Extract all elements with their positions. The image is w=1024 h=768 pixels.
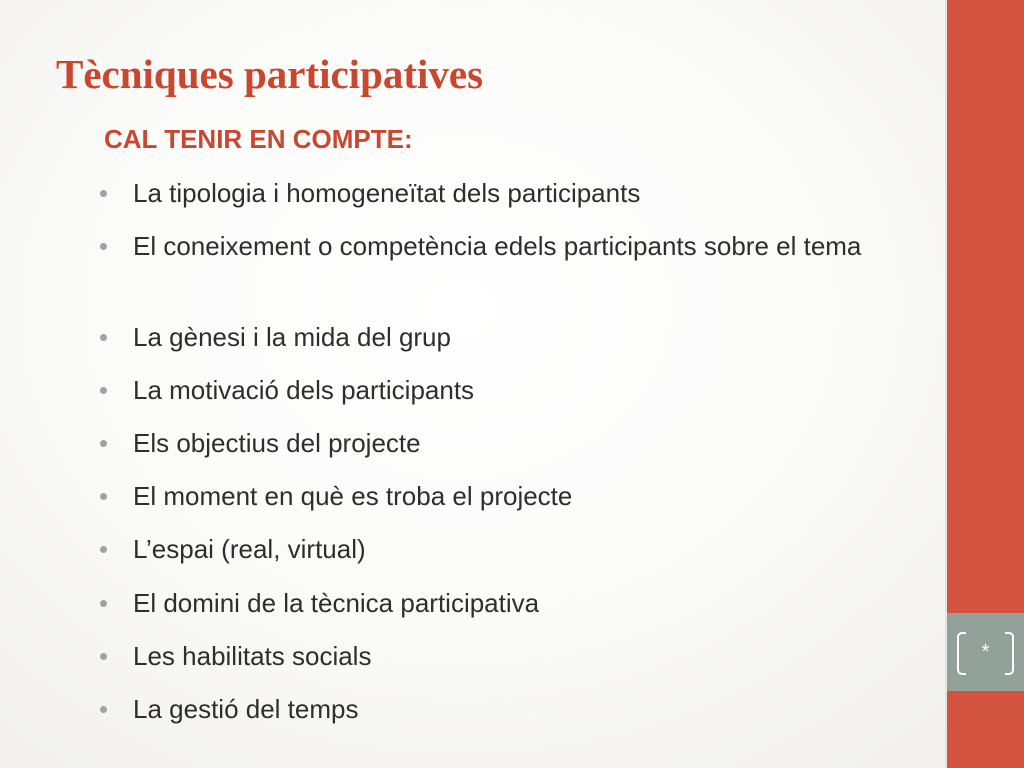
bullet-icon: [100, 493, 107, 500]
slide-number-box: [947, 613, 1024, 691]
bullet-text: La gestió del temps: [133, 694, 359, 724]
bullet-icon: [100, 440, 107, 447]
list-item: [96, 691, 886, 728]
list-item: [96, 228, 886, 265]
bullet-text: L’espai (real, virtual): [133, 534, 366, 564]
bullet-icon: [100, 334, 107, 341]
bullet-text: El coneixement o competència edels participants sobre el tema: [133, 231, 862, 261]
list-item: [96, 175, 886, 212]
bullet-text: La tipologia i homogeneïtat dels participants: [133, 178, 641, 208]
slide-subtitle: CAL TENIR EN COMPTE:: [104, 124, 413, 154]
list-item: [96, 638, 886, 675]
bullet-text: La motivació dels participants: [133, 375, 475, 405]
list-item: [96, 531, 886, 568]
bullet-icon: [100, 387, 107, 394]
slide-number: *: [981, 641, 990, 663]
bullet-icon: [100, 706, 107, 713]
bullet-text: Les habilitats socials: [133, 641, 372, 671]
slide-title: Tècniques participatives: [56, 51, 484, 97]
list-item: [96, 478, 886, 515]
list-item: [96, 372, 886, 409]
bullet-icon: [100, 600, 107, 607]
bullet-text: El domini de la tècnica participativa: [133, 588, 540, 618]
list-item: [96, 425, 886, 462]
list-item: [96, 319, 886, 356]
right-bracket-icon: [1005, 632, 1014, 675]
bullet-text: Els objectius del projecte: [133, 428, 421, 458]
list-item: [96, 585, 886, 622]
bullet-text: El moment en què es troba el projecte: [133, 481, 573, 511]
bullet-text: La gènesi i la mida del grup: [133, 322, 451, 352]
bullet-icon: [100, 243, 107, 250]
bullet-icon: [100, 546, 107, 553]
bullet-icon: [100, 190, 107, 197]
bullet-icon: [100, 653, 107, 660]
